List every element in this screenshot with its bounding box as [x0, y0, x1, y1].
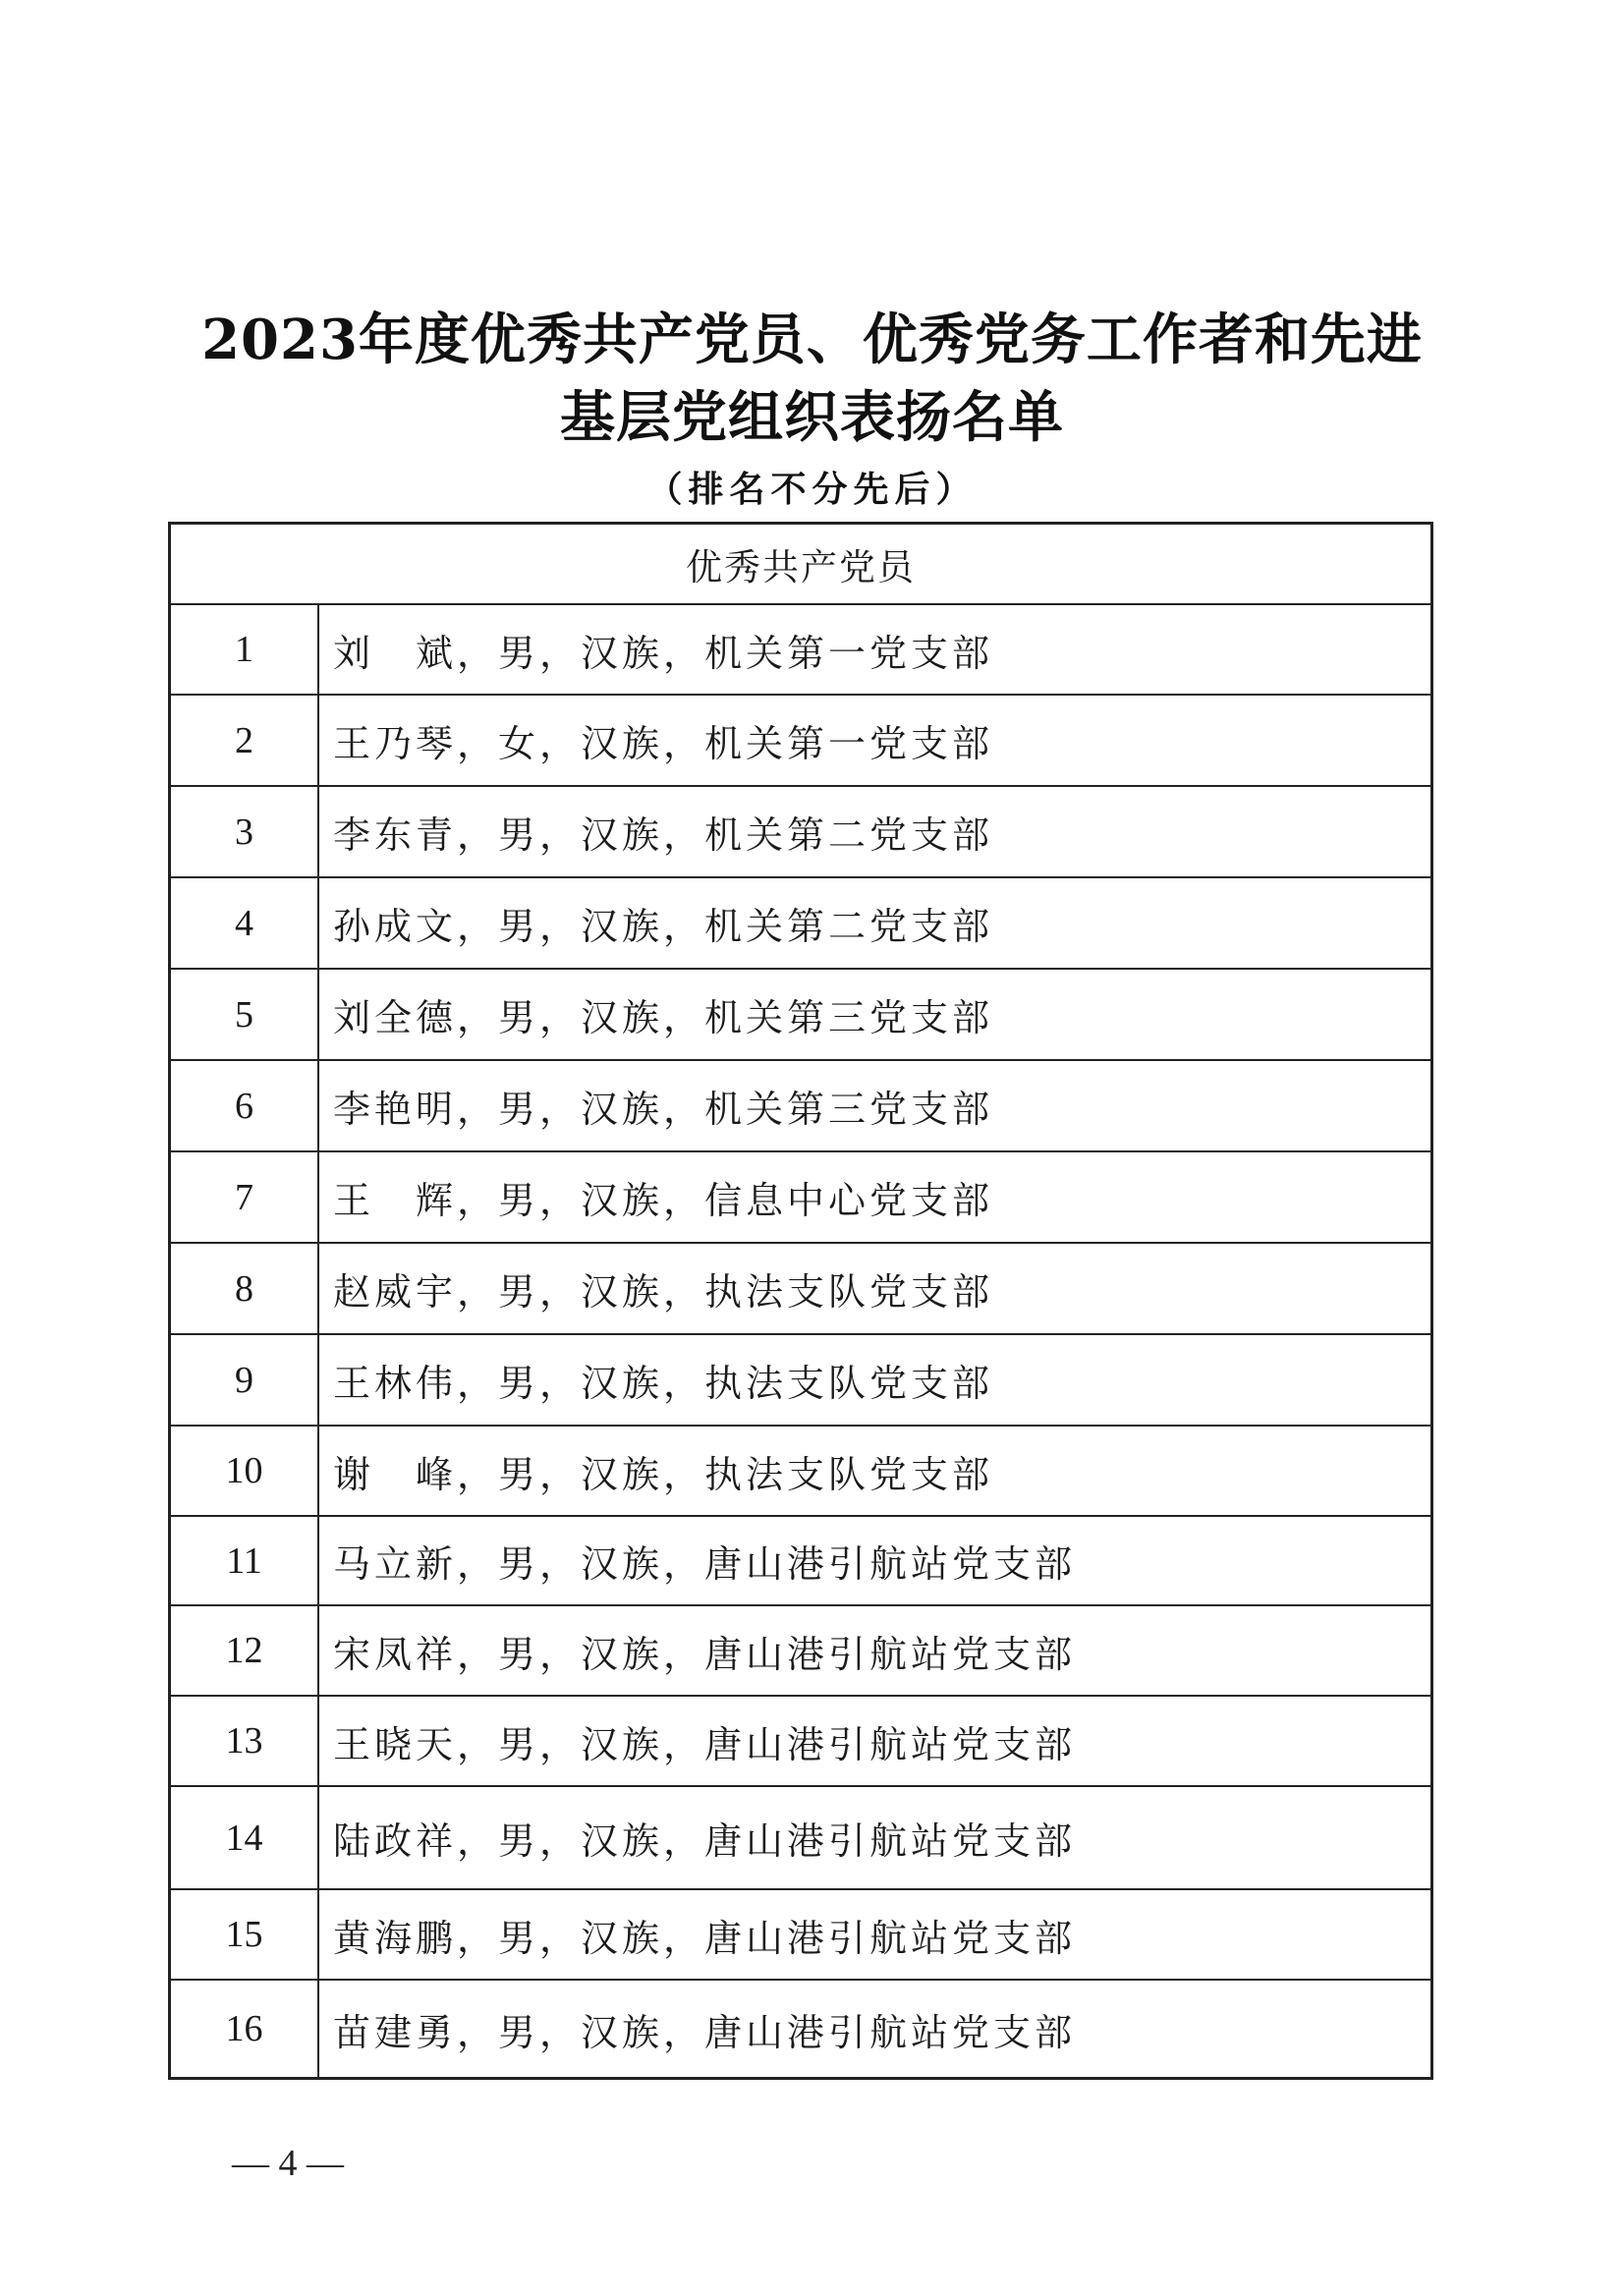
row-text: 王乃琴，女，汉族，机关第一党支部 [333, 722, 994, 765]
row-text: 马立新，男，汉族，唐山港引航站党支部 [333, 1542, 1077, 1586]
row-number: 16 [171, 1981, 319, 2077]
table-row [171, 605, 1430, 696]
row-number: 7 [171, 1152, 319, 1242]
row-text: 李艳明，男，汉族，机关第三党支部 [333, 1088, 994, 1131]
row-number: 6 [171, 1061, 319, 1150]
row-number: 13 [171, 1697, 319, 1785]
row-text: 刘全德，男，汉族，机关第三党支部 [333, 996, 994, 1039]
row-number: 10 [171, 1427, 319, 1515]
table-row [171, 696, 1430, 787]
table-row [171, 970, 1430, 1061]
table-row [171, 1517, 1430, 1606]
row-text: 宋凤祥，男，汉族，唐山港引航站党支部 [333, 1632, 1077, 1676]
table-row [171, 1152, 1430, 1244]
row-text: 王晓天，男，汉族，唐山港引航站党支部 [333, 1722, 1077, 1766]
table-row [171, 787, 1430, 878]
row-number: 14 [171, 1787, 319, 1888]
ranking-note: （排名不分先后） [646, 470, 978, 510]
row-number: 9 [171, 1335, 319, 1425]
row-text: 王 辉，男，汉族，信息中心党支部 [333, 1179, 994, 1222]
row-text: 孙成文，男，汉族，机关第二党支部 [333, 905, 994, 948]
row-number: 1 [171, 605, 319, 694]
row-number: 5 [171, 970, 319, 1059]
row-number: 3 [171, 787, 319, 876]
table-row [171, 1890, 1430, 1981]
row-text: 黄海鹏，男，汉族，唐山港引航站党支部 [333, 1916, 1077, 1960]
table-row [171, 878, 1430, 970]
row-number: 4 [171, 878, 319, 968]
row-text: 王林伟，男，汉族，执法支队党支部 [333, 1362, 994, 1405]
table-body [171, 605, 1430, 2077]
row-text: 谢 峰，男，汉族，执法支队党支部 [333, 1452, 994, 1496]
honor-list-table [168, 522, 1433, 2080]
row-number: 2 [171, 696, 319, 785]
row-text: 刘 斌，男，汉族，机关第一党支部 [333, 631, 994, 675]
row-number: 15 [171, 1890, 319, 1979]
row-text: 陆政祥，男，汉族，唐山港引航站党支部 [333, 1819, 1077, 1863]
row-text: 赵威宇，男，汉族，执法支队党支部 [333, 1270, 994, 1314]
row-number: 12 [171, 1606, 319, 1695]
table-row [171, 1427, 1430, 1517]
document-title-line-1: 2023年度优秀共产党员、优秀党务工作者和先进 [201, 308, 1423, 372]
table-row [171, 1244, 1430, 1335]
table-row [171, 1061, 1430, 1152]
table-row [171, 1981, 1430, 2077]
row-number: 11 [171, 1517, 319, 1604]
document-title-line-2: 基层党组织表扬名单 [560, 385, 1064, 450]
section-header: 优秀共产党员 [171, 525, 1430, 605]
page-number: — 4 — [232, 2143, 344, 2184]
table-row [171, 1606, 1430, 1697]
table-row [171, 1697, 1430, 1787]
table-row [171, 1787, 1430, 1890]
row-text: 苗建勇，男，汉族，唐山港引航站党支部 [333, 2010, 1077, 2054]
row-text: 李东青，男，汉族，机关第二党支部 [333, 813, 994, 857]
row-number: 8 [171, 1244, 319, 1333]
table-row [171, 1335, 1430, 1427]
